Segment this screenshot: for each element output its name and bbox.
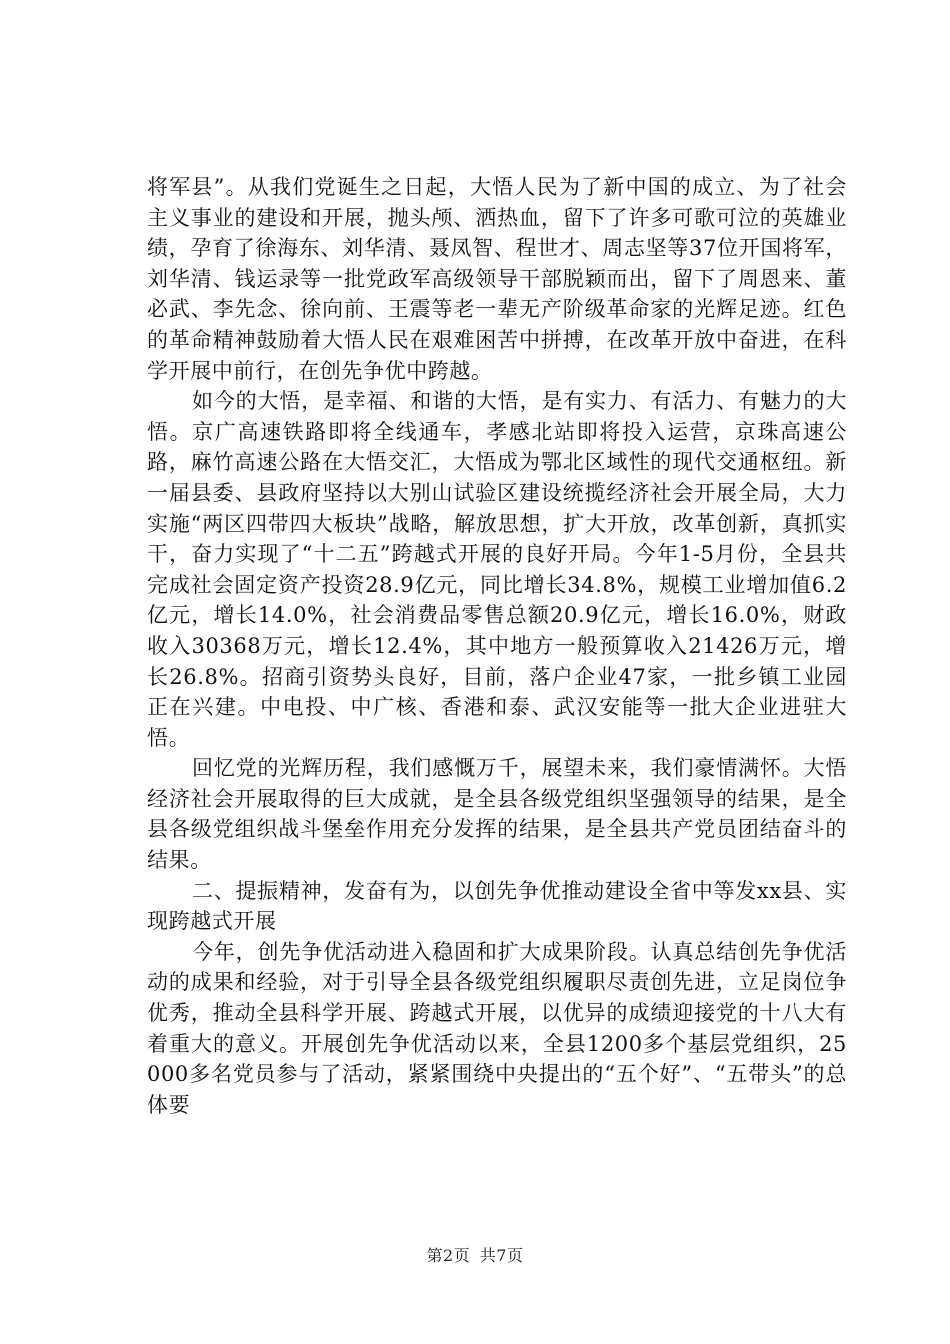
paragraph-3: 回忆党的光辉历程，我们感慨万千，展望未来，我们豪情满怀。大悟经济社会开展取得的巨大成就，是全县各级党组织坚强领导的结果，是全县各级党组织战斗堡垒作用充分发挥的结果，是全县共产党员团结奋斗的结果。 xyxy=(147,756,847,873)
paragraph-1: 将军县”。从我们党诞生之日起，大悟人民为了新中国的成立、为了社会主义事业的建设和开展，抛头颅、洒热血，留下了许多可歌可泣的英雄业绩，孕育了徐海东、刘华清、聂凤智、程世才、周志坚等37位开国将军，刘华清、钱运录等一批党政军高级领导干部脱颖而出，留下了周恩来、董必武、李先念、徐向前、王震等老一辈无产阶级革命家的光辉足迹。红色的革命精神鼓励着大悟人民在艰难困苦中拼搏，在改革开放中奋进，在科学开展中前行，在创先争优中跨越。 xyxy=(147,175,847,383)
page-total: 共7页 xyxy=(479,1246,524,1265)
page-number: 第2页 xyxy=(426,1246,471,1265)
page-footer xyxy=(0,1243,950,1266)
document-body xyxy=(147,172,847,1120)
section-heading: 二、提振精神，发奋有为，以创先争优推动建设全省中等发xx县、实现跨越式开展 xyxy=(147,878,847,934)
paragraph-2: 如今的大悟，是幸福、和谐的大悟，是有实力、有活力、有魅力的大悟。京广高速铁路即将全线通车，孝感北站即将投入运营，京珠高速公路，麻竹高速公路在大悟交汇，大悟成为鄂北区域性的现代交通枢纽。新一届县委、县政府坚持以大别山试验区建设统揽经济社会开展全局，大力实施“两区四带四大板块”战略，解放思想，扩大开放，改革创新，真抓实干，奋力实现了“十二五”跨越式开展的良好开局。今年1-5月份，全县共完成社会固定资产投资28.9亿元，同比增长34.8%，规模工业增加值6.2亿元，增长14.0%，社会消费品零售总额20.9亿元，增长16.0%，财政收入30368万元，增长12.4%，其中地方一般预算收入21426万元，增长26.8%。招商引资势头良好，目前，落户企业47家，一批乡镇工业园正在兴建。中电投、中广核、香港和泰、武汉安能等一批大企业进驻大悟。 xyxy=(147,389,847,750)
paragraph-5: 今年，创先争优活动进入稳固和扩大成果阶段。认真总结创先争优活动的成果和经验，对于引导全县各级党组织履职尽责创先进，立足岗位争优秀，推动全县科学开展、跨越式开展，以优异的成绩迎接党的十八大有着重大的意义。开展创先争优活动以来，全县1200多个基层党组织，25000多名党员参与了活动，紧紧围绕中央提出的“五个好”、“五带头”的总体要 xyxy=(147,939,847,1117)
